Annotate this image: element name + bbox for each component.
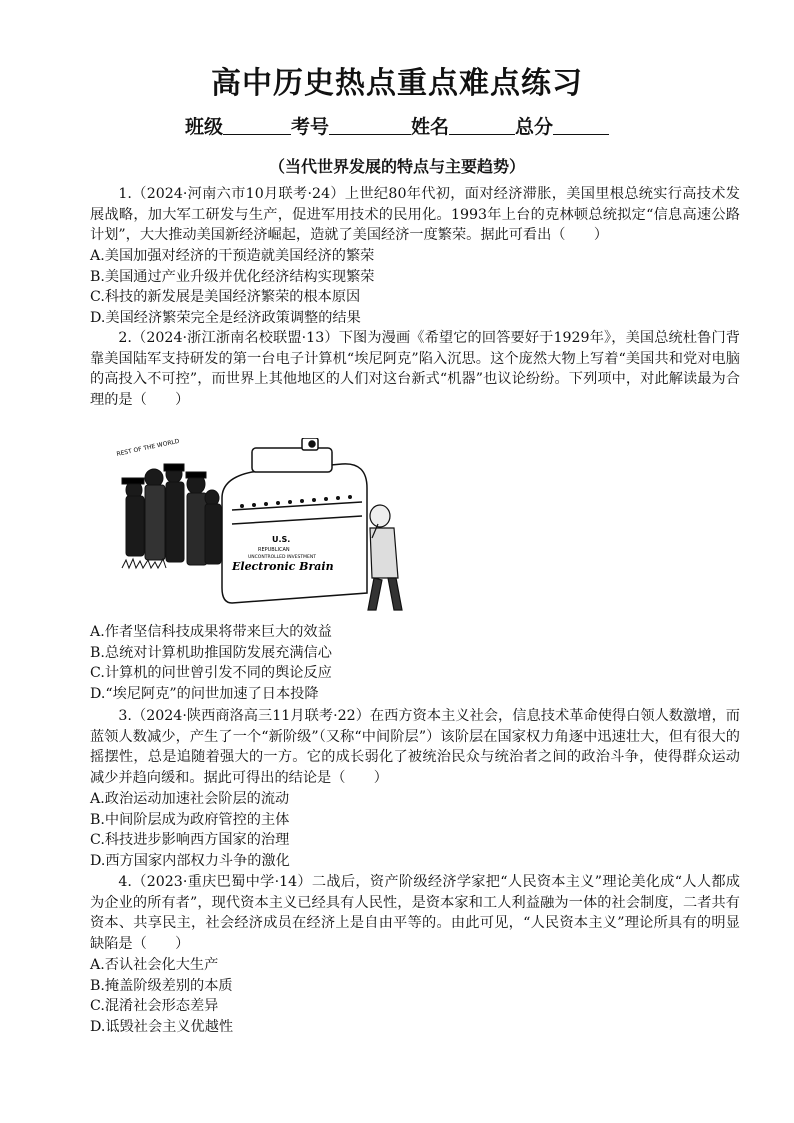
question-4-option-b[interactable]: B.掩盖阶级差别的本质 (90, 977, 233, 994)
question-2-options (90, 622, 332, 704)
exam-no-label: 考号 (290, 116, 329, 138)
exam-no-blank[interactable] (329, 116, 411, 135)
crowd-caption: REST OF THE WORLD (115, 438, 181, 458)
question-3-option-d[interactable]: D.西方国家内部权力斗争的激化 (90, 852, 290, 869)
student-info-line (0, 112, 794, 139)
leaning-man-figure (368, 505, 402, 610)
question-3-stem: 3.（2024·陕西商洛高三11月联考·22）在西方资本主义社会，信息技术革命使得白领人数激增，而蓝领人数减少，产生了一个“新阶级”（又称“中间阶层”）该阶层在国家权力角逐中迅速壮大，但有很大的摇摆性，总是追随着强大的一方。它的成长弱化了被统治民众与统治者之间的政治斗争，使得群众运动减少并趋向缓和。据此可得出的结论是（ ） (90, 708, 740, 786)
question-2-stem: 2.（2024·浙江浙南名校联盟·13）下图为漫画《希望它的回答要好于1929年》，美国总统杜鲁门背靠美国陆军支持研发的第一台电子计算机“埃尼阿克”陷入沉思。这个庞然大物上写着“美国共和党对电脑的高投入不可控”，而世界上其他地区的人们对这台新式“机器”也议论纷纷。下列项中，对此解读最为合理的是（ ） (90, 330, 740, 408)
question-1-stem: 1.（2024·河南六市10月联考·24）上世纪80年代初，面对经济滞胀，美国里根总统实行高技术发展战略，加大军工研发与生产，促进军用技术的民用化。1993年上台的克林顿总统拟定“信息高速公路计划”，大大推动美国新经济崛起，造就了美国经济一度繁荣。据此可看出（ ） (90, 186, 740, 244)
crowd-figures (122, 464, 221, 565)
question-4-option-d[interactable]: D.诋毁社会主义优越性 (90, 1018, 234, 1035)
question-1-option-b[interactable]: B.美国通过产业升级并优化经济结构实现繁荣 (90, 268, 375, 285)
cartoon-electronic-brain (112, 438, 412, 616)
question-3-option-b[interactable]: B.中间阶层成为政府管控的主体 (90, 811, 290, 828)
machine-label-investment: UNCONTROLLED INVESTMENT (248, 555, 316, 560)
computer-machine (222, 438, 367, 603)
section-heading: （当代世界发展的特点与主要趋势） (268, 157, 525, 176)
class-label: 班级 (184, 116, 223, 138)
question-4-option-c[interactable]: C.混淆社会形态差异 (90, 998, 219, 1015)
question-2-option-b[interactable]: B.总统对计算机助推国防发展充满信心 (90, 644, 332, 661)
score-blank[interactable] (553, 116, 609, 135)
question-1-options (90, 246, 375, 328)
question-2-option-c[interactable]: C.计算机的问世曾引发不同的舆论反应 (90, 665, 332, 682)
question-3-options (90, 789, 290, 871)
question-1-option-c[interactable]: C.科技的新发展是美国经济繁荣的根本原因 (90, 289, 361, 306)
question-4-options (90, 955, 233, 1037)
score-label: 总分 (515, 116, 554, 138)
name-label: 姓名 (411, 116, 450, 138)
question-4-stem: 4.（2023·重庆巴蜀中学·14）二战后，资产阶级经济学家把“人民资本主义”理论美化成“人人都成为企业的所有者”，现代资本主义已经具有人民性，是资本家和工人利益融为一体的社会制度，二者共有资本、共享民主，社会经济成员在经济上是自由平等的。由此可见，“人民资本主义”理论所具有的明显缺陷是（ ） (90, 874, 740, 952)
question-2-option-d[interactable]: D.“埃尼阿克”的问世加速了日本投降 (90, 685, 319, 702)
machine-label-brain: Electronic Brain (232, 560, 334, 573)
question-1-option-d[interactable]: D.美国经济繁荣完全是经济政策调整的结果 (90, 309, 361, 326)
question-3-option-a[interactable]: A.政治运动加速社会阶层的流动 (90, 791, 290, 807)
class-blank[interactable] (223, 116, 291, 135)
machine-label-republican: REPUBLICAN (258, 547, 290, 553)
question-2-option-a[interactable]: A.作者坚信科技成果将带来巨大的效益 (90, 624, 332, 640)
page-title: 高中历史热点重点难点练习 (211, 66, 583, 101)
name-blank[interactable] (449, 116, 515, 135)
machine-label-us: U.S. (272, 535, 291, 544)
question-4-option-a[interactable]: A.否认社会化大生产 (90, 957, 219, 973)
question-3-option-c[interactable]: C.科技进步影响西方国家的治理 (90, 832, 290, 849)
question-1-option-a[interactable]: A.美国加强对经济的干预造就美国经济的繁荣 (90, 248, 375, 264)
